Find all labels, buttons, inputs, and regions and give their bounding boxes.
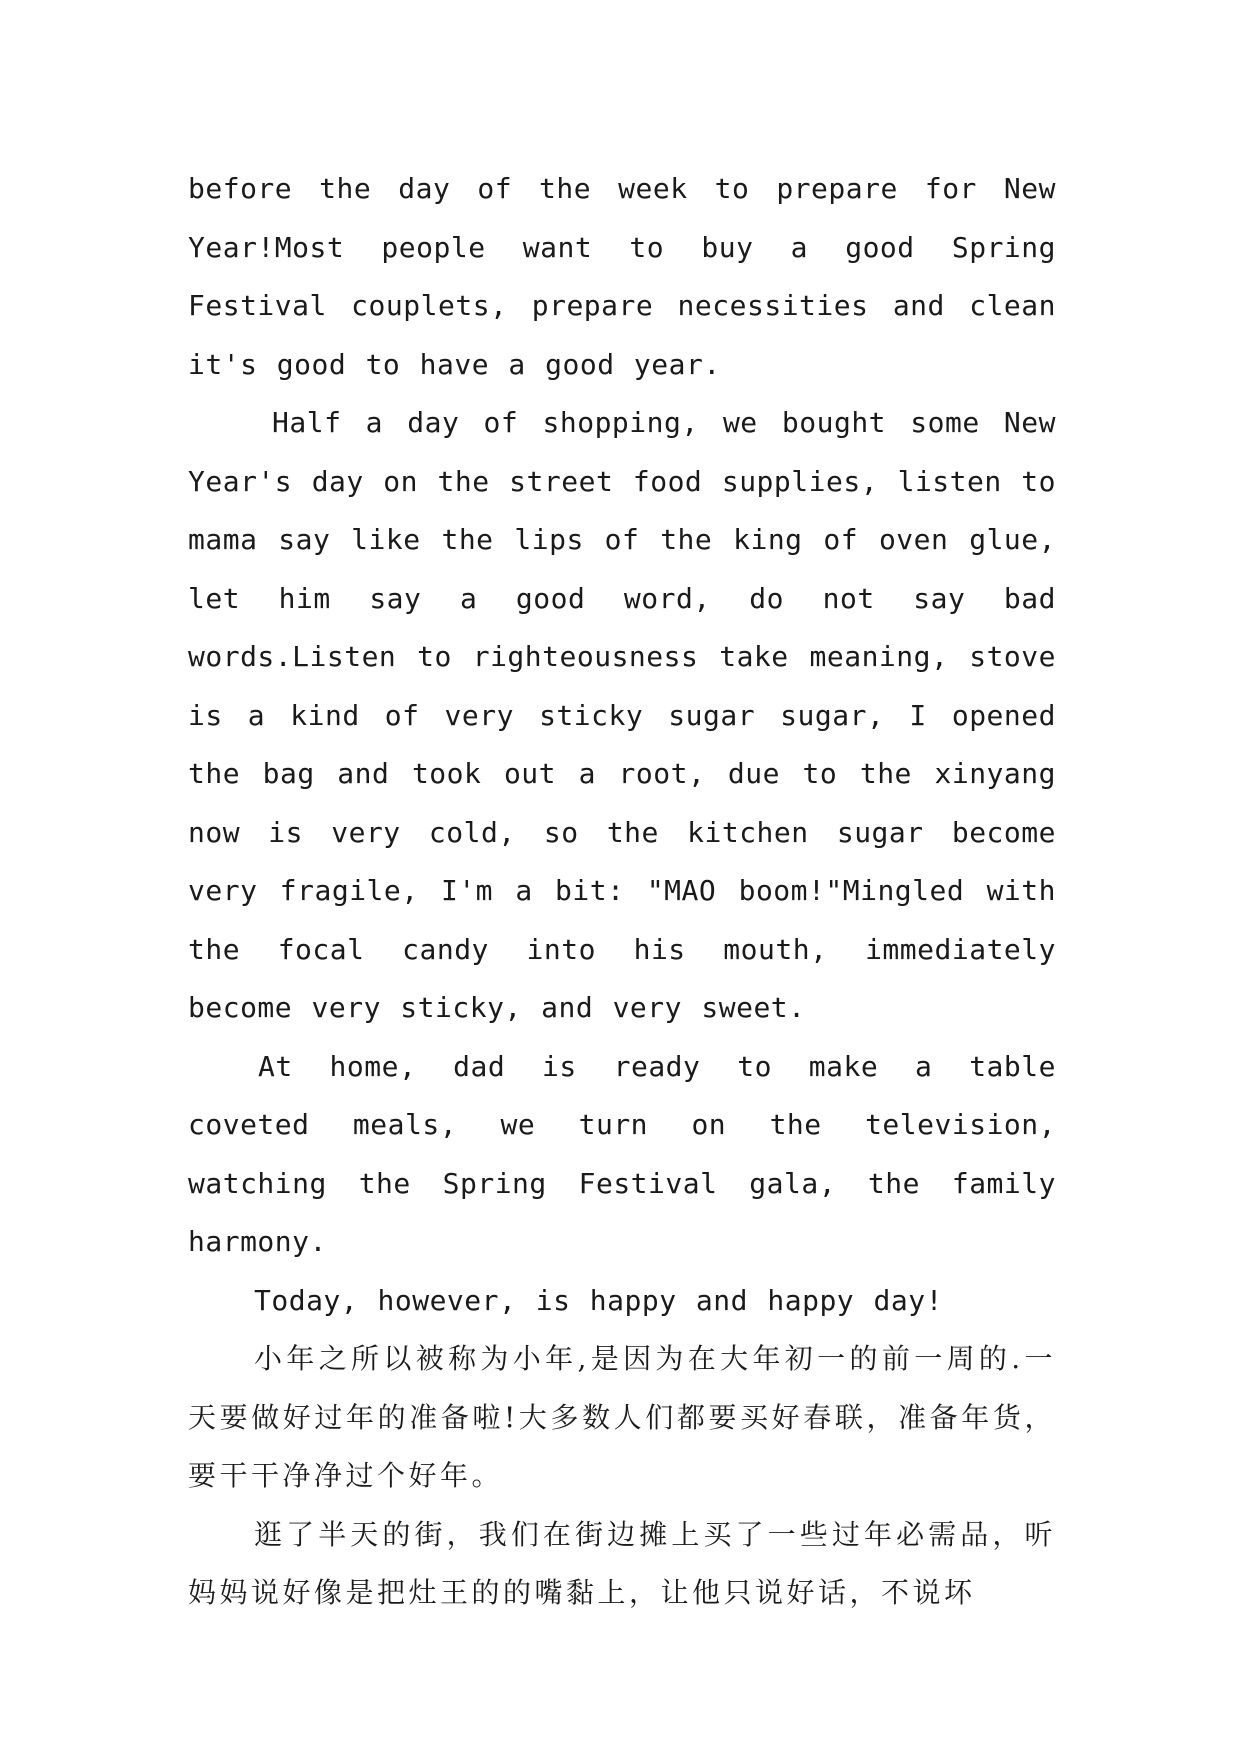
paragraph-5: 小年之所以被称为小年,是因为在大年初一的前一周的.一天要做好过年的准备啦!大多数人们都要买好春联，准备年货，要干干净净过个好年。	[188, 1342, 1056, 1492]
paragraph-2: Half a day of shopping, we bought some New Year's day on the street food supplies, listen to mama say like the lips of the king of oven glue, let him say a good word, do not say bad words.Listen to righteousness take meaning, stove is a kind of very sticky sugar sugar, I opened the bag and took out a root, due to the xinyang now is very cold, so the kitchen sugar become very fragile, I'm a bit: "MAO boom!"Mingled with the focal candy into his mouth, immediately become very sticky, and very sweet.	[188, 406, 1056, 1024]
paragraph-4: Today, however, is happy and happy day!	[254, 1283, 943, 1317]
document-body	[188, 160, 1056, 1623]
paragraph-3: At home, dad is ready to make a table coveted meals, we turn on the television, watching the Spring Festival gala, the family harmony.	[188, 1049, 1056, 1258]
paragraph-6: 逛了半天的街，我们在街边摊上买了一些过年必需品，听妈妈说好像是把灶王的的嘴黏上，让他只说好话，不说坏	[188, 1517, 1056, 1609]
paragraph-1: before the day of the week to prepare for New Year!Most people want to buy a good Spring Festival couplets, prepare necessities and clean it's good to have a good year.	[188, 172, 1056, 381]
